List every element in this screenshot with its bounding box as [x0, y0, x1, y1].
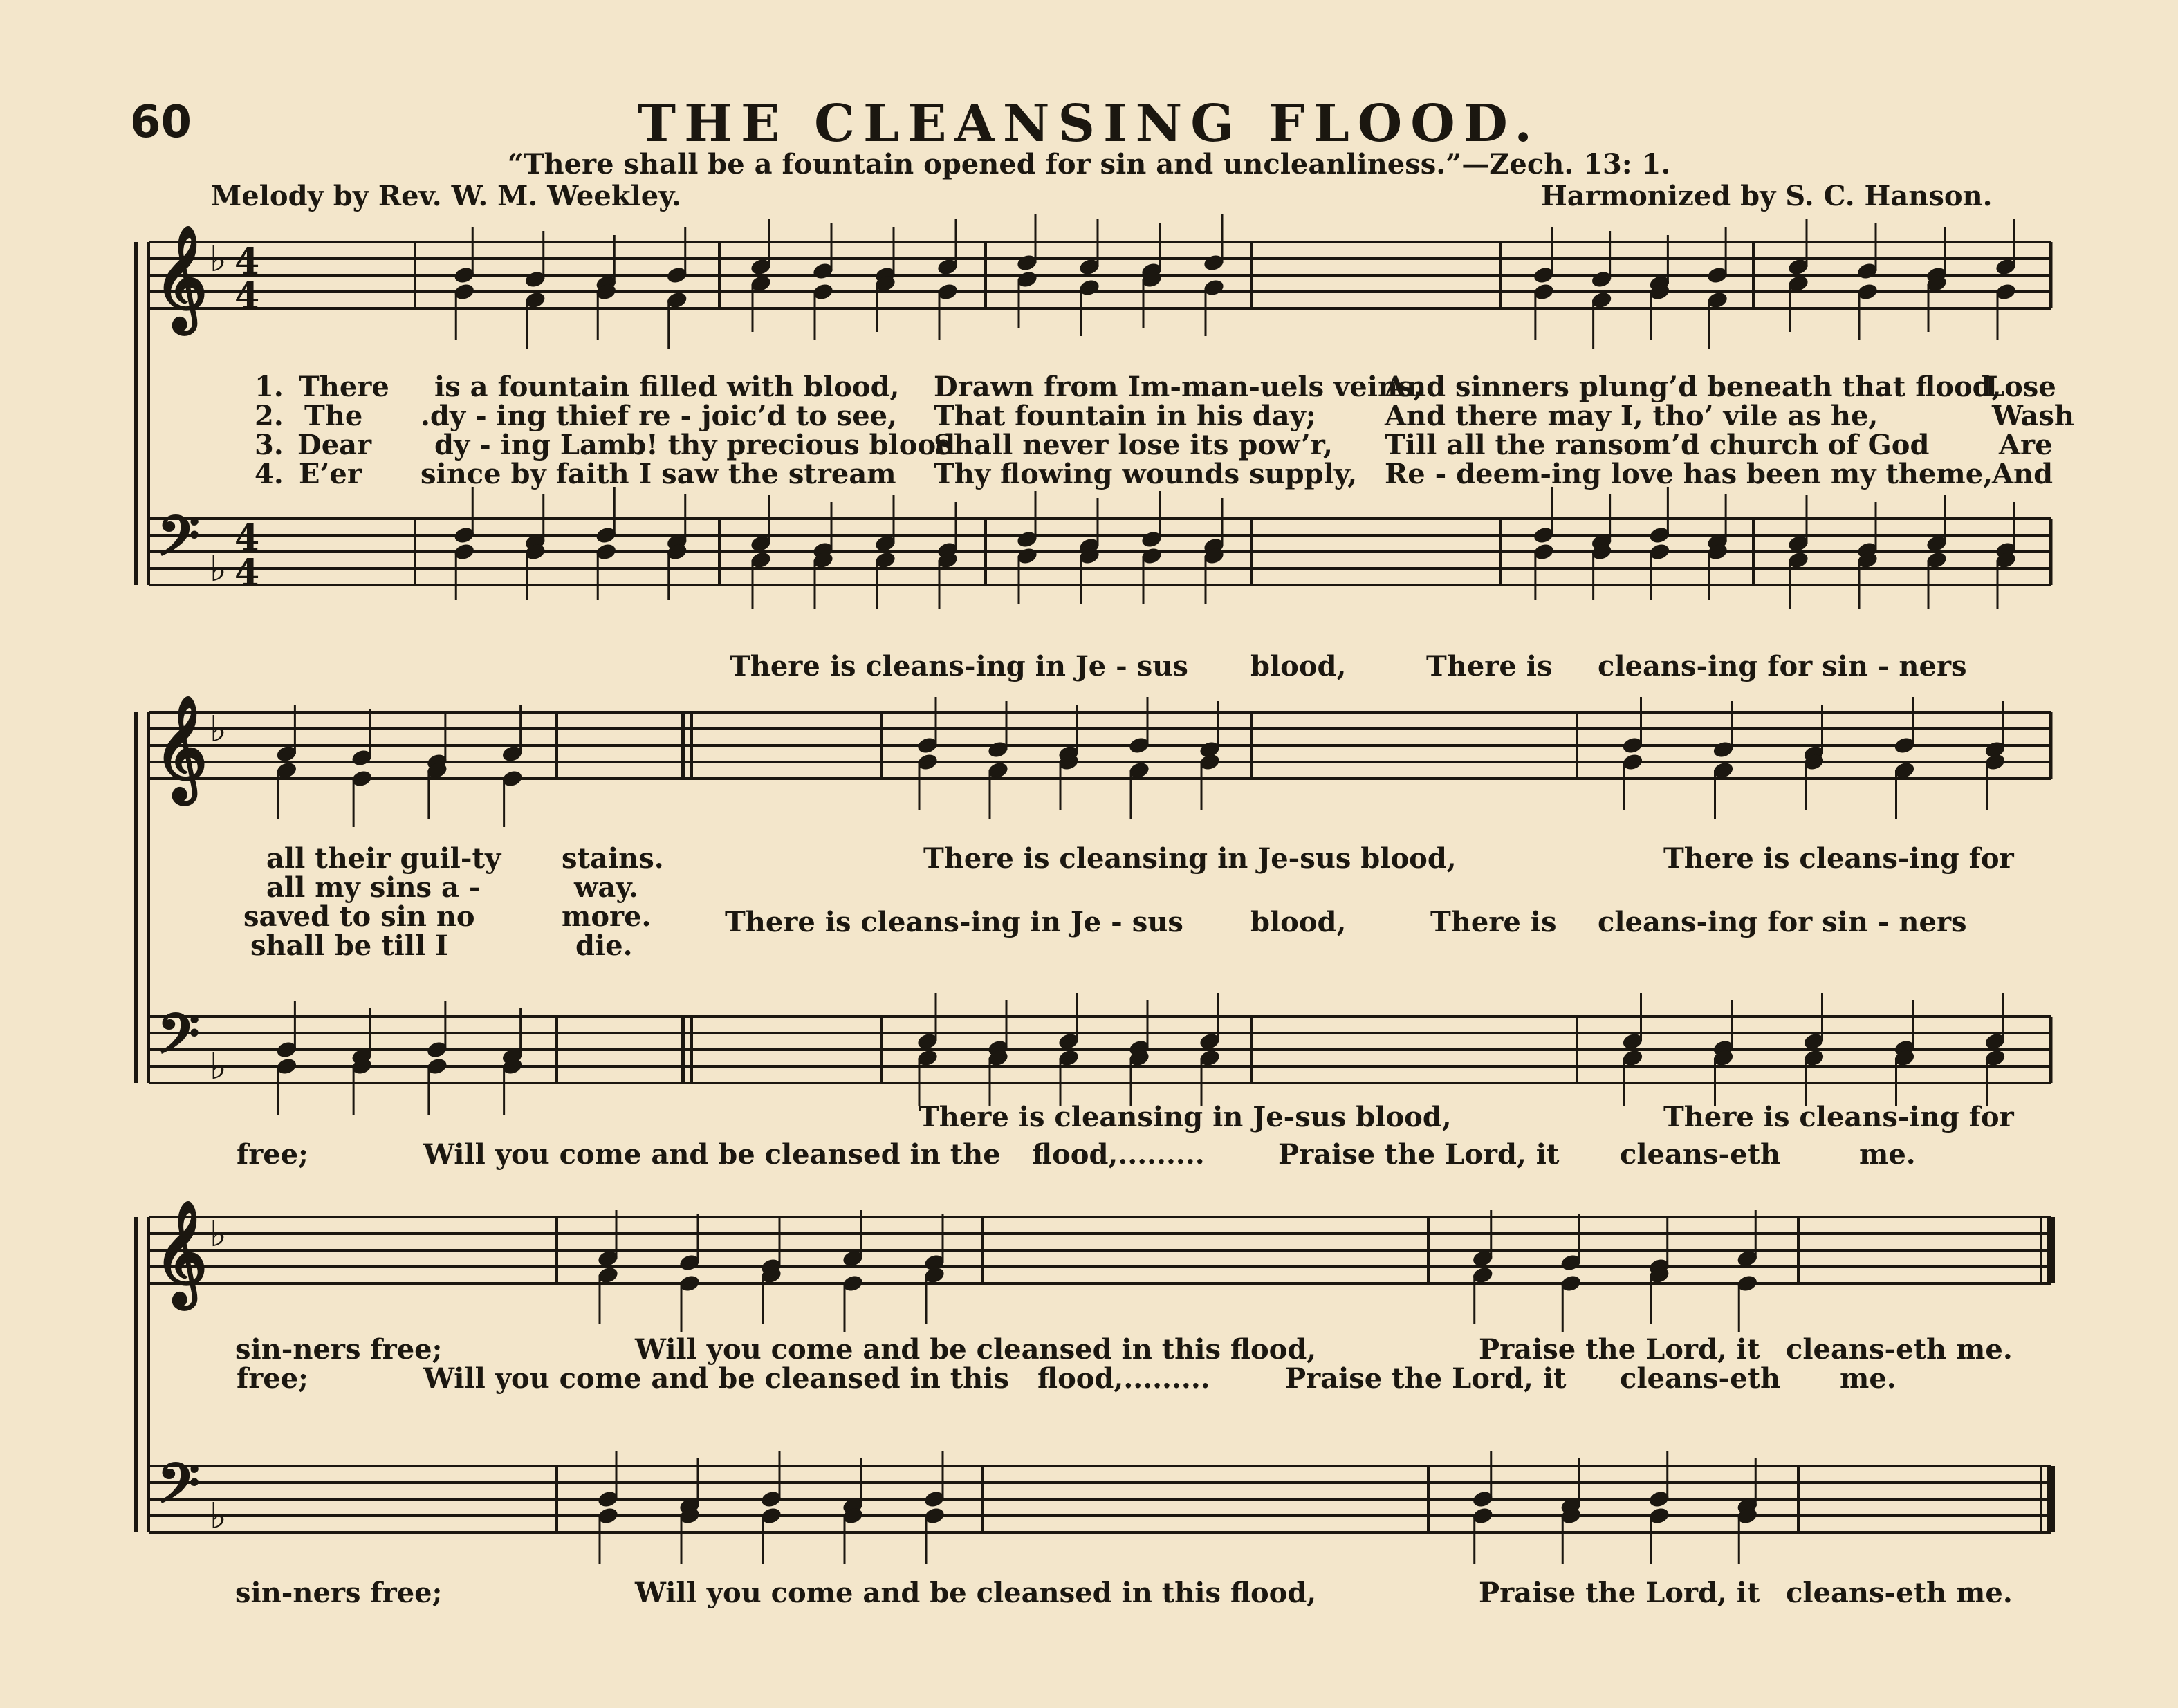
lyric: .dy - ing thief re - joic’d to see, [421, 400, 898, 432]
lyric: Praise the Lord, it [1479, 1333, 1760, 1366]
lyric: That fountain in his day; [934, 400, 1316, 432]
flat-icon: ♭ [210, 708, 227, 750]
lyric: cleans-ing for sin - ners [1598, 906, 1967, 938]
lyric: Re - deem-ing love has been my theme, [1385, 458, 1993, 490]
lyric: more. [562, 900, 652, 933]
lyric: There is cleansing in Je-sus blood, [919, 1101, 1452, 1133]
lyric: since by faith I saw the stream [421, 458, 896, 490]
lyric: cleans-eth [1620, 1138, 1781, 1171]
lyric: Are [1999, 429, 2053, 461]
bass-clef-icon: 𝄢 [157, 1451, 200, 1529]
lyric: blood, [1250, 906, 1347, 938]
lyric: The [304, 400, 363, 432]
lyric: is a fountain filled with blood, [434, 371, 900, 403]
lyric: Praise the Lord, it [1278, 1138, 1560, 1171]
lyric: Drawn from Im-man-uels veins, [934, 371, 1423, 403]
treble-clef-icon: 𝄞 [154, 1199, 207, 1305]
lyric: There is cleansing in Je-sus blood, [923, 842, 1457, 875]
lyric: cleans-eth me. [1786, 1333, 2013, 1366]
lyric: There is cleans-ing in Je - sus [730, 650, 1188, 683]
flat-icon: ♭ [210, 1213, 227, 1255]
lyric: Dear [297, 429, 372, 461]
verse-number: 1. [255, 371, 284, 403]
harmony-credit: Harmonized by S. C. Hanson. [1541, 180, 1993, 212]
lyric: way. [574, 871, 638, 904]
lyric: all my sins a - [266, 871, 481, 904]
flat-icon: ♭ [210, 1046, 227, 1088]
lyric: And [1992, 458, 2054, 490]
lyric: Will you come and be cleansed in the [423, 1138, 1001, 1171]
hymn-title: THE CLEANSING FLOOD. [638, 94, 1540, 154]
page-number: 60 [130, 97, 192, 148]
lyric: There is cleans-ing for [1663, 1101, 2014, 1133]
bass-clef-icon: 𝄢 [157, 1001, 200, 1079]
lyric: saved to sin no [243, 900, 475, 933]
time-signature-top: 4 [234, 241, 260, 283]
verse-number: 4. [255, 458, 284, 490]
melody-credit: Melody by Rev. W. M. Weekley. [211, 180, 681, 212]
lyric: Will you come and be cleansed in this flood, [635, 1333, 1317, 1366]
lyric: me. [1840, 1362, 1896, 1395]
lyric: cleans-ing for sin - ners [1598, 650, 1967, 683]
lyric: There is cleans-ing in Je - sus [725, 906, 1183, 938]
lyric: E’er [299, 458, 362, 490]
lyric: stains. [562, 842, 664, 875]
lyric: sin-ners free; [235, 1333, 443, 1366]
lyric: Till all the ransom’d church of God [1385, 429, 1930, 461]
lyric: flood,......... [1032, 1138, 1205, 1171]
lyric: There is cleans-ing for [1663, 842, 2014, 875]
lyric: shall be till I [250, 929, 448, 962]
lyric: die. [575, 929, 633, 962]
lyric: cleans-eth me. [1786, 1577, 2013, 1609]
lyric: Praise the Lord, it [1285, 1362, 1567, 1395]
lyric: sin-ners free; [235, 1577, 443, 1609]
flat-icon: ♭ [210, 1495, 227, 1537]
verse-number: 3. [255, 429, 284, 461]
lyric: And there may I, tho’ vile as he, [1385, 400, 1879, 432]
verse-number: 2. [255, 400, 284, 432]
lyric: Will you come and be cleansed in this flood, [635, 1577, 1317, 1609]
lyric: And sinners plung’d beneath that flood, [1385, 371, 2002, 403]
lyric: There is [1430, 906, 1557, 938]
treble-clef-icon: 𝄞 [154, 694, 207, 800]
time-signature-bottom: 4 [234, 552, 260, 594]
lyric: me. [1859, 1138, 1916, 1171]
lyric: all their guil-ty [266, 842, 501, 875]
lyric: Praise the Lord, it [1479, 1577, 1760, 1609]
lyric: cleans-eth [1620, 1362, 1781, 1395]
lyric: free; [237, 1138, 308, 1171]
time-signature-top: 4 [234, 517, 260, 559]
bass-clef-icon: 𝄢 [157, 503, 200, 582]
lyric: blood, [1250, 650, 1347, 683]
lyric: Shall never lose its pow’r, [934, 429, 1333, 461]
lyric: flood,......... [1037, 1362, 1210, 1395]
lyric: Lose [1985, 371, 2056, 403]
lyric: There [299, 371, 389, 403]
lyric: Will you come and be cleansed in this [423, 1362, 1009, 1395]
lyric: free; [237, 1362, 308, 1395]
flat-icon: ♭ [210, 238, 227, 280]
epigraph: “There shall be a fountain opened for sin and uncleanliness.”—Zech. 13: 1. [507, 148, 1671, 180]
flat-icon: ♭ [210, 548, 227, 590]
lyric: dy - ing Lamb! thy precious blood [434, 429, 956, 461]
treble-clef-icon: 𝄞 [154, 224, 207, 330]
lyric: There is [1426, 650, 1553, 683]
time-signature-bottom: 4 [234, 275, 260, 317]
lyric: Wash [1992, 400, 2074, 432]
lyric: Thy flowing wounds supply, [934, 458, 1358, 490]
